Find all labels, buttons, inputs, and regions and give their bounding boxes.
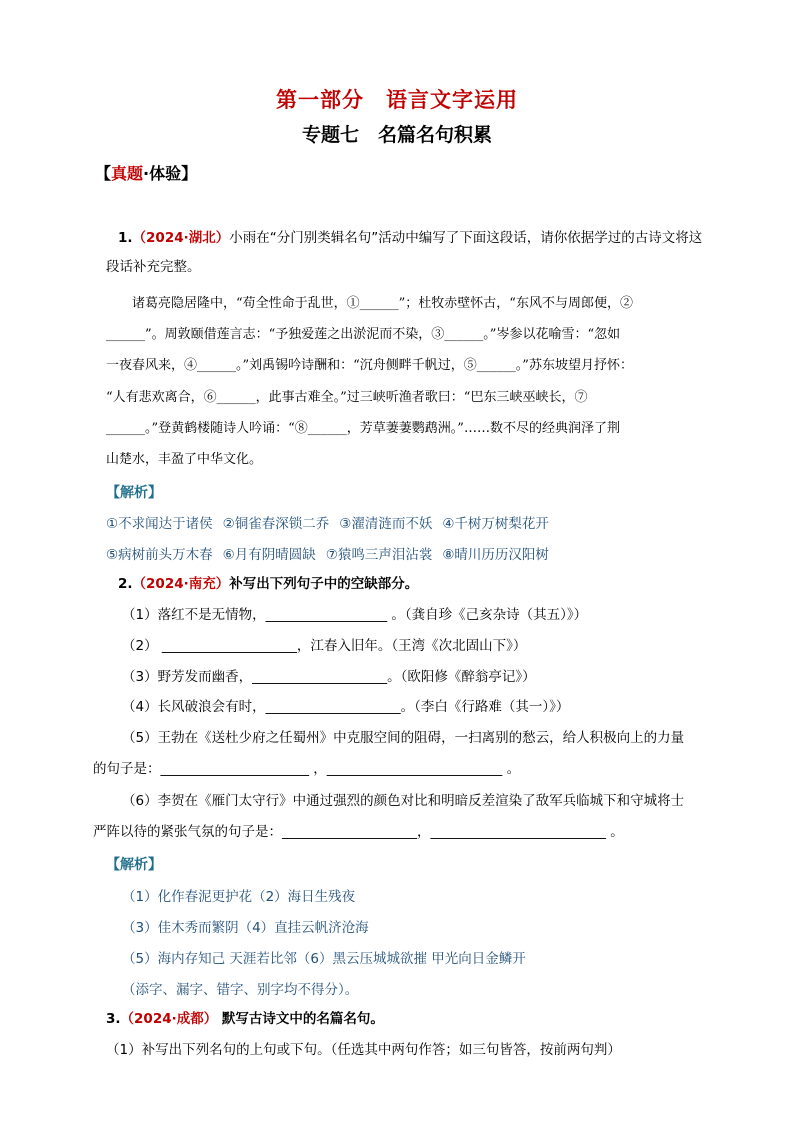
q3-source: （2024·成都）	[120, 1011, 218, 1027]
q1-answers-row2	[106, 543, 559, 563]
section-heading	[95, 161, 197, 184]
answer-item: ④千树万树梨花开	[442, 516, 549, 532]
q2-answer-line: （3）佳木秀而繁阴（4）直挂云帆济沧海	[122, 920, 369, 936]
q1-answers-row1	[106, 512, 559, 532]
section-part1: 真题	[111, 164, 144, 183]
q2-answer-note: （添字、漏字、错字、别字均不得分）。	[122, 982, 359, 998]
q2-source: （2024·南充）	[132, 576, 230, 592]
bracket-close: 】	[181, 164, 198, 183]
answer-item: ②铜雀春深锁二乔	[222, 516, 330, 532]
q1-stem-text: 小雨在“分门别类辑名句”活动中编写了下面这段话，请你依据学过的古诗文将这	[229, 230, 703, 246]
q2-item5-line1: （5）王勃在《送杜少府之任蜀州》中克服空间的阻碍，一扫离别的愁云，给人积极向上的力量	[122, 730, 685, 746]
q2-answer-line: （5）海内存知己 天涯若比邻（6）黑云压城城欲摧 甲光向日金鳞开	[122, 951, 526, 967]
q2-item6-line2: 严阵以待的紧张气氛的句子是：____________________，__________________________ 。	[93, 824, 624, 840]
answer-item: ③濯清涟而不妖	[339, 516, 433, 532]
q1-passage-line: “人有悲欢离合，⑥______，此事古难全。”过三峡听渔者歌曰：“巴东三峡巫峡长，⑦	[106, 390, 588, 405]
q1-stem-line1	[118, 228, 702, 248]
bracket-open: 【	[95, 164, 112, 183]
q3-item1: （1）补写出下列名句的上句或下句。（任选其中两句作答；如三句皆答，按前两句判）	[106, 1042, 621, 1058]
q2-item: （3）野芳发而幽香，____________________。（欧阳修《醉翁亭记》）	[122, 669, 536, 685]
answer-item: ⑦猿鸣三声泪沾裳	[325, 547, 433, 563]
q1-passage-line: 一夜春风来，④______。”刘禹锡吟诗酬和：“沉舟侧畔千帆过，⑤______。”苏东坡望月抒怀：	[106, 358, 633, 373]
section-part2: 体验	[149, 164, 182, 183]
q1-stem-line2: 段话补充完整。	[106, 259, 201, 275]
page-title: 第一部分 语言文字运用	[276, 88, 518, 112]
answer-item: ⑧晴川历历汉阳树	[442, 547, 549, 563]
answer-item: ⑥月有阴晴圆缺	[222, 547, 316, 563]
q1-analysis-label: 【解析】	[106, 485, 162, 501]
q2-item5-line2: 的句子是：______________________ ，__________________________ 。	[93, 761, 521, 777]
q2-item: （4）长风破浪会有时，____________________。（李白《行路难（其一）》）	[122, 699, 570, 715]
q1-passage-line: ______”。周敦颐借莲言志：“予独爱莲之出淤泥而不染，③______。”岑参以花喻雪：“忽如	[106, 327, 621, 342]
q1-passage-line: 诸葛亮隐居隆中，“苟全性命于乱世，①______”；杜牧赤壁怀古，“东风不与周郎便，②	[132, 296, 633, 311]
q1-source: （2024·湖北）	[132, 230, 230, 246]
q2-item: （2） ____________________，江春入旧年。（王湾《次北固山下》）	[122, 638, 527, 654]
q2-stem	[118, 574, 418, 594]
q2-stem-text: 补写出下列句子中的空缺部分。	[229, 576, 419, 592]
answer-item: ⑤病树前头万木春	[106, 547, 213, 563]
q3-number: 3.	[106, 1011, 121, 1027]
q3-stem-text: 默写古诗文中的名篇名句。	[217, 1011, 384, 1027]
q3-stem	[106, 1009, 384, 1029]
section-dot: ·	[143, 164, 150, 183]
q2-analysis-label: 【解析】	[106, 857, 162, 873]
q1-number: 1.	[118, 230, 133, 246]
q2-item6-line1: （6）李贺在《雁门太守行》中通过强烈的颜色对比和明暗反差渲染了敌军兵临城下和守城将士	[122, 793, 685, 809]
q1-passage-line: ______。”登黄鹤楼随诗人吟诵：“⑧______，芳草萋萋鹦鹉洲。”……数不尽的经典润泽了荆	[106, 421, 620, 436]
q2-answer-line: （1）化作春泥更护花（2）海日生残夜	[122, 889, 356, 905]
q2-item: （1）落红不是无情物，__________________ 。（龚自珍《己亥杂诗（其五）》）	[122, 607, 588, 623]
q2-number: 2.	[118, 576, 133, 592]
answer-item: ①不求闻达于诸侯	[106, 516, 213, 532]
q1-passage-line: 山楚水，丰盈了中华文化。	[106, 452, 263, 467]
page-subtitle: 专题七 名篇名句积累	[301, 124, 492, 146]
